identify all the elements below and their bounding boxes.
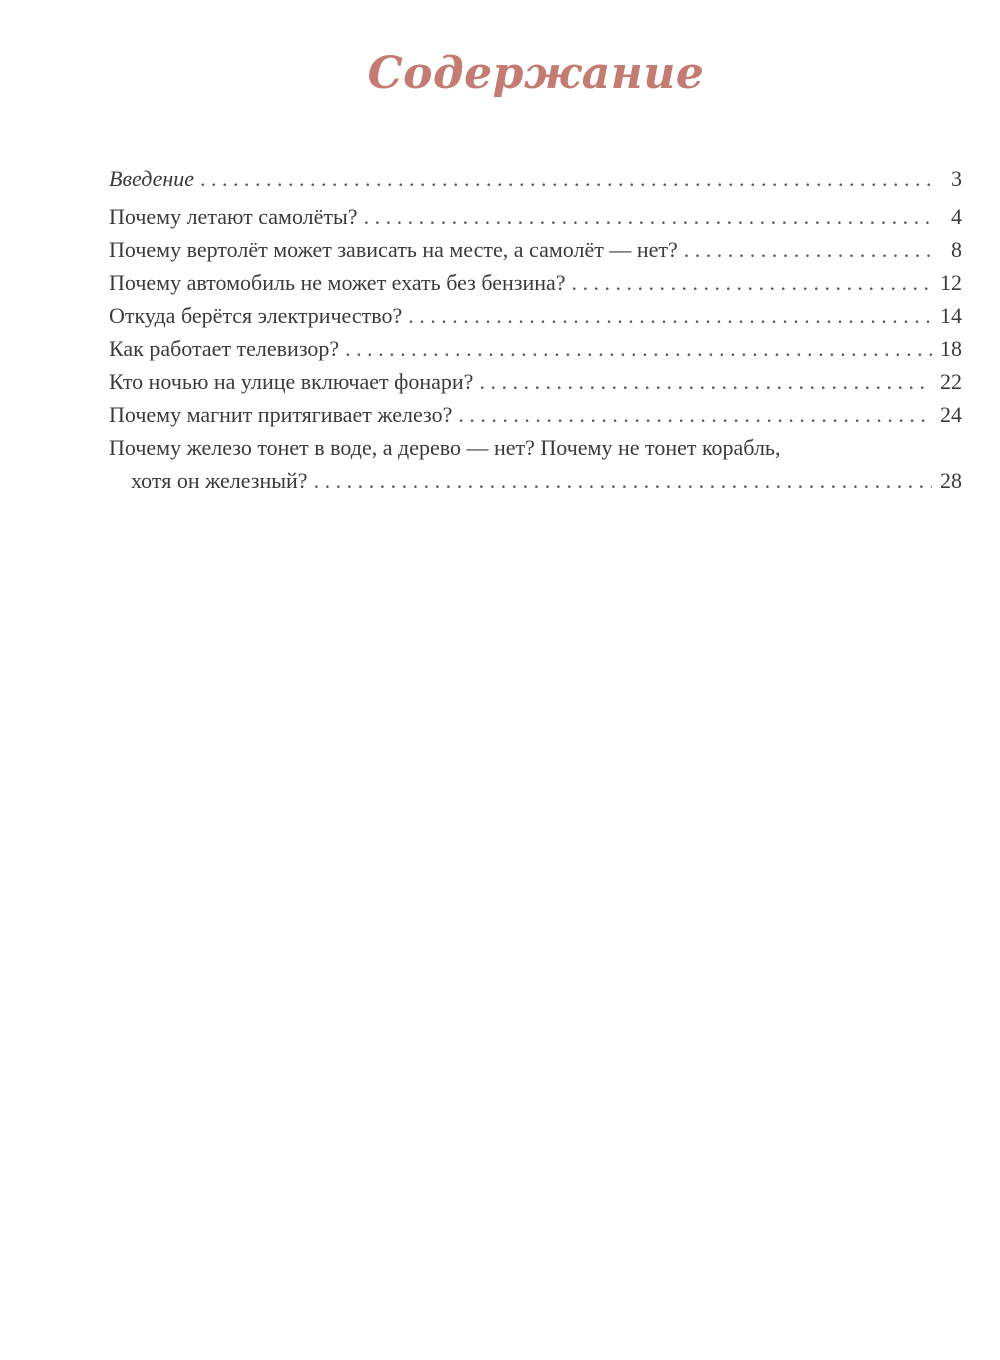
toc-page-number: 28 [940,468,962,493]
toc-entry[interactable] [109,365,962,398]
toc-entry-intro[interactable] [109,162,962,195]
toc-page-number: 22 [940,369,962,394]
toc-entry-title: Почему магнит притягивает железо? [109,402,453,427]
toc-entry-title: Почему вертолёт может зависать на месте, а самолёт — нет? [109,237,678,262]
toc-entry[interactable] [109,266,962,299]
toc-entry-continuation [109,464,962,497]
toc-page-number: 3 [951,166,962,191]
toc-entry[interactable] [109,200,962,233]
toc-entry-title-line2: хотя он железный? [131,468,308,493]
dot-leader [684,233,932,266]
dot-leader [458,398,932,431]
toc-entry-title: Откуда берётся электричество? [109,303,403,328]
toc-entry[interactable] [109,398,962,431]
toc-entry-title: Почему летают самолёты? [109,204,358,229]
toc-entry[interactable] [109,332,962,365]
toc-entry-title: Введение [109,166,195,191]
dot-leader [479,365,932,398]
dot-leader [572,266,932,299]
dot-leader [408,299,932,332]
toc-entry-title: Как работает телевизор? [109,336,340,361]
dot-leader [364,200,932,233]
toc-entry[interactable] [109,233,962,266]
toc-page-number: 18 [940,336,962,361]
table-of-contents [109,162,962,497]
toc-entry-title-line1: Почему железо тонет в воде, а дерево — нет? Почему не тонет корабль, [109,435,781,460]
dot-leader [200,162,932,195]
toc-entry-title: Кто ночью на улице включает фонари? [109,369,474,394]
toc-page-number: 24 [940,402,962,427]
toc-page-number: 12 [940,270,962,295]
dot-leader [314,464,932,497]
toc-entry-title: Почему автомобиль не может ехать без бензина? [109,270,566,295]
toc-page-number: 14 [940,303,962,328]
dot-leader [345,332,932,365]
toc-entry-multiline[interactable] [109,431,962,497]
toc-page-number: 4 [951,204,962,229]
page-title: Содержание [367,48,705,99]
toc-entry[interactable] [109,299,962,332]
toc-page-number: 8 [951,237,962,262]
